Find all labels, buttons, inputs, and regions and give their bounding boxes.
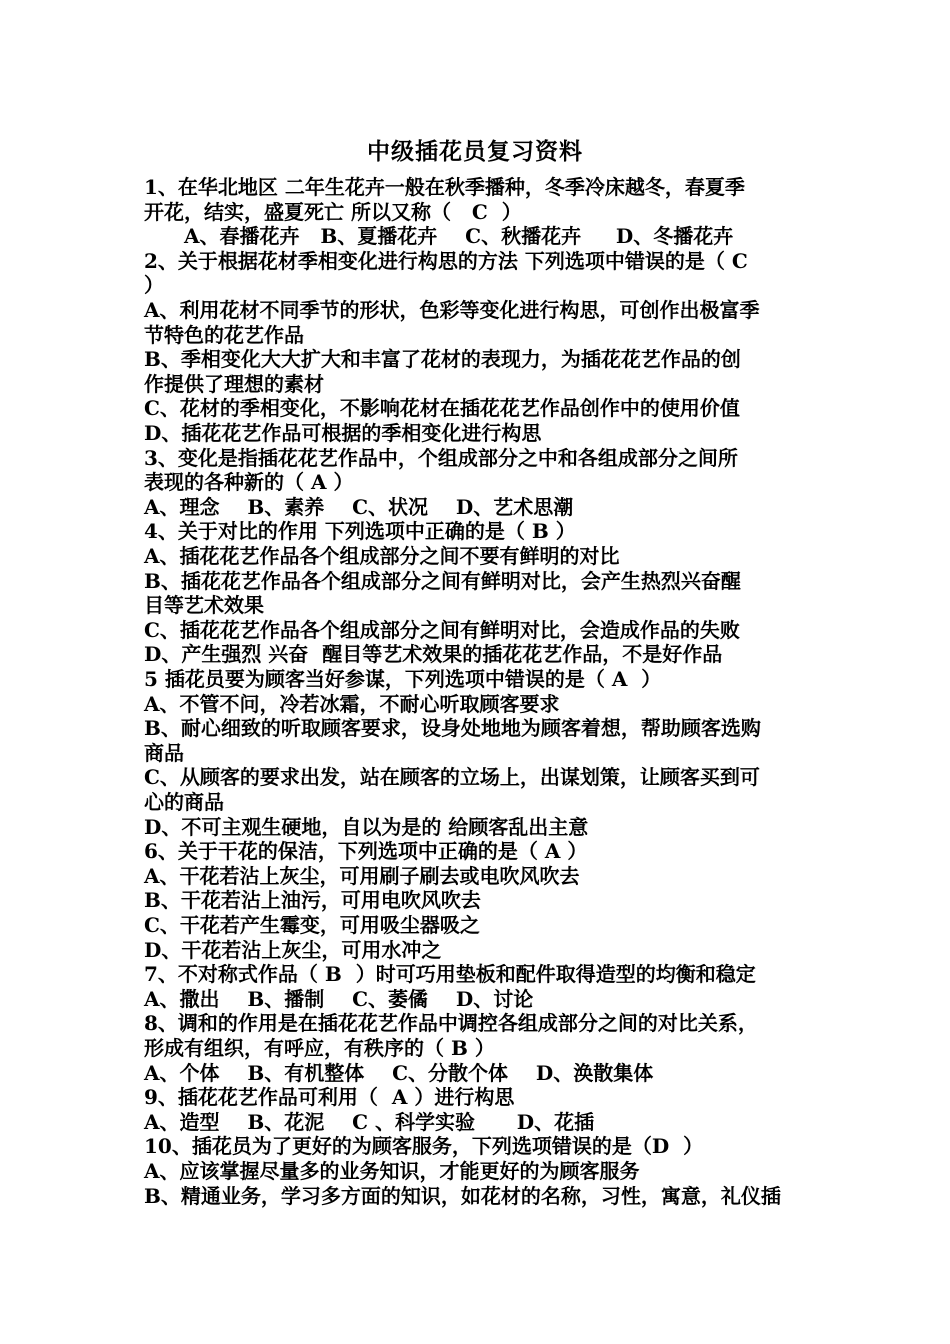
text-line: 9、插花花艺作品可利用（ A ）进行构思 bbox=[144, 1085, 515, 1110]
text-line: A、应该掌握尽量多的业务知识，才能更好的为顾客服务 bbox=[144, 1159, 640, 1183]
text-line: C、从顾客的要求出发，站在顾客的立场上，出谋划策，让顾客买到可 bbox=[144, 765, 760, 790]
text-line: A、利用花材不同季节的形状，色彩等变化进行构思，可创作出极富季 bbox=[144, 298, 760, 322]
text-line: 1、在华北地区 二年生花卉一般在秋季播种，冬季冷床越冬，春夏季 bbox=[144, 175, 745, 199]
text-line: A、造型 B、花泥 C 、科学实验 D、花插 bbox=[144, 1109, 595, 1134]
text-line: 商品 bbox=[144, 740, 184, 765]
text-line: A、干花若沾上灰尘，可用刷子刷去或电吹风吹去 bbox=[144, 863, 580, 888]
text-line: C、干花若产生霉变，可用吸尘器吸之 bbox=[144, 913, 480, 937]
text-line: C、插花花艺作品各个组成部分之间有鲜明对比，会造成作品的失败 bbox=[144, 617, 740, 642]
text-line: A、插花花艺作品各个组成部分之间不要有鲜明的对比 bbox=[144, 544, 620, 568]
text-line: 3、变化是指插花花艺作品中，个组成部分之中和各组成部分之间所 bbox=[144, 445, 738, 470]
text-line: 5 插花员要为顾客当好参谋，下列选项中错误的是（ A ） bbox=[144, 667, 662, 691]
text-line: 心的商品 bbox=[144, 790, 224, 814]
text-line: 节特色的花艺作品 bbox=[144, 322, 304, 347]
text-line: B、耐心细致的听取顾客要求，设身处地地为顾客着想，帮助顾客选购 bbox=[144, 716, 761, 741]
text-line: 2、关于根据花材季相变化进行构思的方法 下列选项中错误的是（ C bbox=[144, 248, 748, 273]
text-line: 4、关于对比的作用 下列选项中正确的是（ B ） bbox=[144, 519, 576, 544]
text-line: 目等艺术效果 bbox=[144, 593, 264, 618]
text-line: B、季相变化大大扩大和丰富了花材的表现力，为插花花艺作品的创 bbox=[144, 347, 741, 372]
text-line: 形成有组织，有呼应，有秩序的（ B ） bbox=[144, 1036, 495, 1060]
text-line: 开花，结实，盛夏死亡 所以又称（ C ） bbox=[144, 199, 522, 224]
text-line: 表现的各种新的（ A ） bbox=[144, 470, 354, 495]
text-line: A、春播花卉 B、夏播花卉 C、秋播花卉 D、冬播花卉 bbox=[184, 224, 734, 249]
page-title: 中级插花员复习资料 bbox=[367, 138, 583, 165]
text-line: 作提供了理想的素材 bbox=[144, 371, 324, 396]
text-line: D、插花花艺作品可根据的季相变化进行构思 bbox=[144, 421, 542, 445]
text-line: D、干花若沾上灰尘，可用水冲之 bbox=[144, 937, 442, 962]
text-line: A、个体 B、有机整体 C、分散个体 D、涣散集体 bbox=[144, 1060, 654, 1085]
text-line: 8、调和的作用是在插花花艺作品中调控各组成部分之间的对比关系， bbox=[144, 1011, 758, 1036]
text-line: 6、关于干花的保洁，下列选项中正确的是（ A ） bbox=[144, 839, 588, 864]
text-line: A、不管不问，冷若冰霜，不耐心听取顾客要求 bbox=[144, 691, 560, 716]
text-line: C、花材的季相变化，不影响花材在插花花艺作品创作中的使用价值 bbox=[144, 396, 740, 421]
text-line: D、产生强烈 兴奋 醒目等艺术效果的插花花艺作品，不是好作品 bbox=[144, 642, 723, 667]
text-line: 10、插花员为了更好的为顾客服务，下列选项错误的是（D ） bbox=[144, 1134, 704, 1159]
text-line: ） bbox=[144, 273, 164, 298]
text-line: A、撒出 B、播制 C、萎僪 D、讨论 bbox=[144, 986, 534, 1011]
text-line: D、不可主观生硬地，自以为是的 给顾客乱出主意 bbox=[144, 814, 589, 839]
text-line: B、插花花艺作品各个组成部分之间有鲜明对比，会产生热烈兴奋醒 bbox=[144, 568, 741, 593]
text-line: B、干花若沾上油污，可用电吹风吹去 bbox=[144, 888, 481, 913]
text-line: A、理念 B、素养 C、状况 D、艺术思潮 bbox=[144, 494, 574, 519]
text-line: 7、不对称式作品（ B ）时可巧用垫板和配件取得造型的均衡和稳定 bbox=[144, 962, 756, 987]
text-line: B、精通业务，学习多方面的知识，如花材的名称，习性，寓意，礼仪插 bbox=[144, 1183, 781, 1208]
